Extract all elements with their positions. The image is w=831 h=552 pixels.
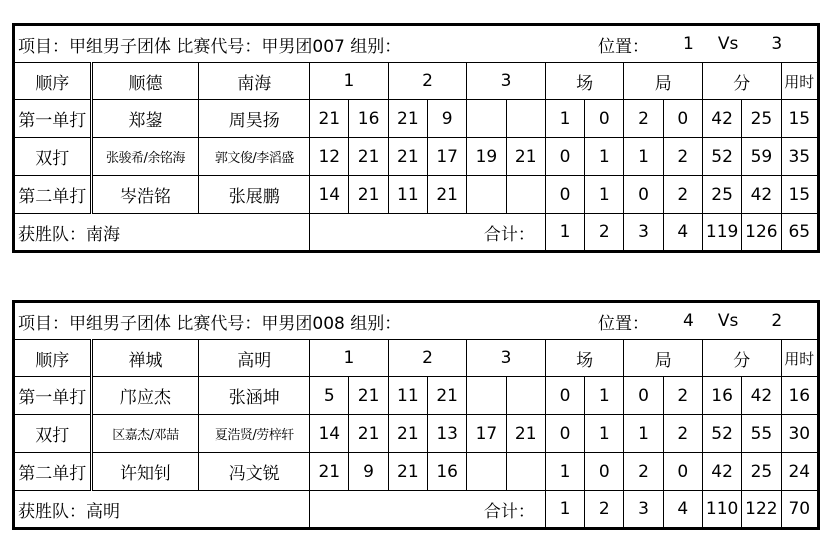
game1-a: 5 [310, 377, 349, 415]
game1-b: 9 [349, 453, 388, 491]
game2-b: 9 [428, 100, 467, 138]
player-b: 张展鹏 [199, 176, 310, 214]
winner-cell [14, 491, 310, 529]
col-team-b: 南海 [199, 63, 310, 100]
games-b: 0 [663, 453, 702, 491]
total-games-a: 3 [624, 214, 663, 252]
game2-b: 21 [428, 176, 467, 214]
points-b: 25 [742, 100, 781, 138]
total-label: 合计： [310, 214, 546, 252]
matches-a: 1 [545, 453, 584, 491]
table-row [14, 453, 819, 491]
games-b: 0 [663, 100, 702, 138]
project-label: 项目： [18, 36, 69, 57]
total-time: 65 [781, 214, 818, 252]
code-label: 比赛代号： [176, 313, 262, 334]
total-games-b: 4 [663, 214, 702, 252]
points-a: 42 [702, 453, 741, 491]
games-a: 2 [624, 453, 663, 491]
row-order: 双打 [14, 138, 92, 176]
total-matches-b: 2 [585, 214, 624, 252]
matches-b: 0 [585, 453, 624, 491]
time-value: 15 [781, 100, 818, 138]
winner-value: 南海 [86, 224, 120, 245]
code-value: 甲男团008 [261, 313, 345, 334]
position-label: 位置： [598, 36, 649, 57]
col-game-2: 2 [388, 63, 467, 100]
table-row [14, 138, 819, 176]
vs-label: Vs [717, 34, 739, 54]
row-order: 双打 [14, 415, 92, 453]
opponent-position-value: 3 [771, 34, 783, 54]
points-b: 42 [742, 176, 781, 214]
game3-a [467, 176, 506, 214]
position-value: 1 [683, 34, 694, 54]
total-matches-a: 1 [545, 214, 584, 252]
col-points: 分 [702, 340, 781, 377]
player-a: 郑鋆 [91, 100, 199, 138]
position-block [598, 309, 782, 334]
group-label: 组别： [350, 313, 402, 334]
match-header [14, 25, 819, 63]
col-game-1: 1 [310, 340, 389, 377]
matches-b: 0 [585, 100, 624, 138]
row-order: 第一单打 [14, 377, 92, 415]
col-matches: 场 [545, 340, 624, 377]
game3-b: 21 [506, 138, 545, 176]
game2-a: 21 [388, 138, 427, 176]
game1-b: 21 [349, 415, 388, 453]
player-b: 郭文俊/李滔盛 [199, 138, 310, 176]
game3-a [467, 100, 506, 138]
player-a: 岑浩铭 [91, 176, 199, 214]
total-time: 70 [781, 491, 818, 529]
project-label: 项目： [18, 313, 69, 334]
match-header [14, 302, 819, 340]
player-a: 邝应杰 [91, 377, 199, 415]
winner-label: 获胜队： [18, 501, 86, 522]
row-order: 第二单打 [14, 453, 92, 491]
points-b: 55 [742, 415, 781, 453]
total-row [14, 214, 819, 252]
total-points-a: 110 [702, 491, 741, 529]
total-row [14, 491, 819, 529]
game1-b: 21 [349, 138, 388, 176]
game2-b: 17 [428, 138, 467, 176]
vs-label: Vs [717, 311, 739, 331]
column-header-row [14, 340, 819, 377]
matches-a: 1 [545, 100, 584, 138]
games-a: 1 [624, 415, 663, 453]
col-game-2: 2 [388, 340, 467, 377]
game1-a: 21 [310, 453, 349, 491]
score-sheet-1 [12, 23, 820, 253]
total-points-a: 119 [702, 214, 741, 252]
game2-b: 21 [428, 377, 467, 415]
total-games-a: 3 [624, 491, 663, 529]
time-value: 35 [781, 138, 818, 176]
games-a: 2 [624, 100, 663, 138]
col-order: 顺序 [14, 63, 92, 100]
game2-a: 21 [388, 453, 427, 491]
col-game-3: 3 [467, 340, 546, 377]
col-team-b: 高明 [199, 340, 310, 377]
total-points-b: 126 [742, 214, 781, 252]
total-games-b: 4 [663, 491, 702, 529]
group-label: 组别： [350, 36, 402, 57]
game2-a: 11 [388, 176, 427, 214]
game1-b: 21 [349, 176, 388, 214]
winner-label: 获胜队： [18, 224, 86, 245]
game3-b [506, 100, 545, 138]
column-header-row [14, 63, 819, 100]
code-label: 比赛代号： [176, 36, 262, 57]
project-value: 甲组男子团体 [69, 313, 171, 334]
matches-a: 0 [545, 415, 584, 453]
game1-b: 21 [349, 377, 388, 415]
game3-b: 21 [506, 415, 545, 453]
player-b: 夏浩贤/劳梓轩 [199, 415, 310, 453]
game2-b: 13 [428, 415, 467, 453]
col-team-a: 顺德 [91, 63, 199, 100]
col-game-1: 1 [310, 63, 389, 100]
games-b: 2 [663, 415, 702, 453]
time-value: 16 [781, 377, 818, 415]
matches-a: 0 [545, 377, 584, 415]
score-table [12, 23, 820, 253]
position-label: 位置： [598, 313, 649, 334]
total-points-b: 122 [742, 491, 781, 529]
col-team-a: 禅城 [91, 340, 199, 377]
col-games: 局 [624, 63, 703, 100]
table-row [14, 377, 819, 415]
matches-b: 1 [585, 415, 624, 453]
total-matches-b: 2 [585, 491, 624, 529]
matches-b: 1 [585, 377, 624, 415]
table-row [14, 415, 819, 453]
matches-a: 0 [545, 138, 584, 176]
score-sheet-2 [12, 300, 820, 530]
col-time: 用时 [781, 63, 818, 100]
time-value: 30 [781, 415, 818, 453]
table-row [14, 176, 819, 214]
points-a: 52 [702, 138, 741, 176]
game3-a: 17 [467, 415, 506, 453]
col-order: 顺序 [14, 340, 92, 377]
player-b: 冯文锐 [199, 453, 310, 491]
games-b: 2 [663, 377, 702, 415]
player-a: 许知钊 [91, 453, 199, 491]
winner-value: 高明 [86, 501, 120, 522]
points-b: 42 [742, 377, 781, 415]
game1-a: 14 [310, 415, 349, 453]
game3-a [467, 377, 506, 415]
matches-a: 0 [545, 176, 584, 214]
matches-b: 1 [585, 138, 624, 176]
time-value: 15 [781, 176, 818, 214]
game3-b [506, 176, 545, 214]
game2-a: 21 [388, 100, 427, 138]
col-time: 用时 [781, 340, 818, 377]
games-b: 2 [663, 176, 702, 214]
game2-b: 16 [428, 453, 467, 491]
games-a: 1 [624, 138, 663, 176]
game1-a: 12 [310, 138, 349, 176]
game1-a: 21 [310, 100, 349, 138]
points-b: 59 [742, 138, 781, 176]
row-order: 第二单打 [14, 176, 92, 214]
time-value: 24 [781, 453, 818, 491]
winner-cell [14, 214, 310, 252]
points-a: 42 [702, 100, 741, 138]
col-points: 分 [702, 63, 781, 100]
games-a: 0 [624, 377, 663, 415]
score-table [12, 300, 820, 530]
points-a: 52 [702, 415, 741, 453]
col-matches: 场 [545, 63, 624, 100]
game2-a: 11 [388, 377, 427, 415]
position-block [598, 32, 782, 57]
game3-b [506, 453, 545, 491]
matches-b: 1 [585, 176, 624, 214]
game3-b [506, 377, 545, 415]
game1-b: 16 [349, 100, 388, 138]
player-b: 张涵坤 [199, 377, 310, 415]
games-a: 0 [624, 176, 663, 214]
game2-a: 21 [388, 415, 427, 453]
player-a: 区嘉杰/邓喆 [91, 415, 199, 453]
col-games: 局 [624, 340, 703, 377]
total-matches-a: 1 [545, 491, 584, 529]
code-value: 甲男团007 [261, 36, 345, 57]
col-game-3: 3 [467, 63, 546, 100]
points-a: 25 [702, 176, 741, 214]
player-a: 张骏希/余铭海 [91, 138, 199, 176]
opponent-position-value: 2 [771, 311, 783, 331]
points-a: 16 [702, 377, 741, 415]
points-b: 25 [742, 453, 781, 491]
game3-a [467, 453, 506, 491]
row-order: 第一单打 [14, 100, 92, 138]
project-value: 甲组男子团体 [69, 36, 171, 57]
table-row [14, 100, 819, 138]
position-value: 4 [683, 311, 694, 331]
game3-a: 19 [467, 138, 506, 176]
total-label: 合计： [310, 491, 546, 529]
player-b: 周昊扬 [199, 100, 310, 138]
games-b: 2 [663, 138, 702, 176]
game1-a: 14 [310, 176, 349, 214]
